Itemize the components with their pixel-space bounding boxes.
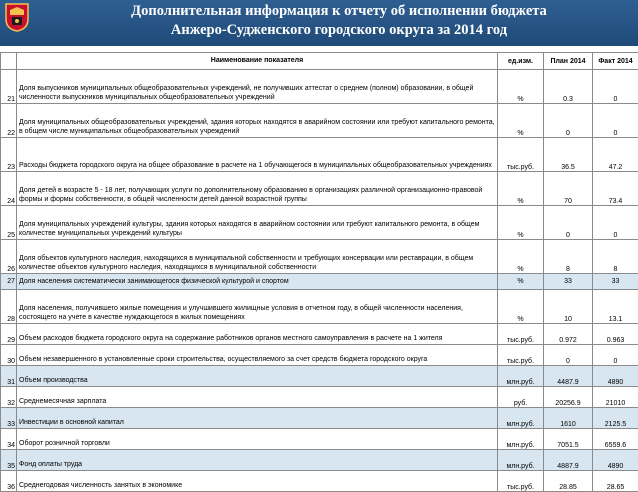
- row-num: 21: [1, 70, 17, 104]
- header-fact: Факт 2014: [593, 53, 638, 70]
- row-plan: 0: [544, 206, 593, 240]
- row-num: 36: [1, 471, 17, 492]
- row-plan: 4487.9: [544, 366, 593, 387]
- row-unit: руб.: [498, 387, 544, 408]
- row-fact: 13.1: [593, 290, 638, 324]
- row-name: Фонд оплаты труда: [17, 450, 498, 471]
- row-fact: 33: [593, 274, 638, 290]
- row-name: Доля муниципальных общеобразовательных учреждений, здания которых находятся в аварийном состоянии или требуют капитального ремонта, в общем числе муниципальных общеобразовательных учреждений: [17, 104, 498, 138]
- row-fact: 28.65: [593, 471, 638, 492]
- header-plan: План 2014: [544, 53, 593, 70]
- row-num: 26: [1, 240, 17, 274]
- title-line-2: Анжеро-Судженского городского округа за 2014 год: [40, 21, 638, 40]
- table-row: [1, 206, 638, 240]
- table-row: [1, 290, 638, 324]
- row-fact: 0: [593, 206, 638, 240]
- row-plan: 0: [544, 104, 593, 138]
- row-fact: 21010: [593, 387, 638, 408]
- table-row: [1, 345, 638, 366]
- row-plan: 33: [544, 274, 593, 290]
- table-row: [1, 471, 638, 492]
- row-unit: %: [498, 172, 544, 206]
- row-plan: 4887.9: [544, 450, 593, 471]
- table-row: [1, 138, 638, 172]
- row-plan: 20256.9: [544, 387, 593, 408]
- row-name: Объем производства: [17, 366, 498, 387]
- row-plan: 1610: [544, 408, 593, 429]
- table-row: [1, 240, 638, 274]
- title-line-1: Дополнительная информация к отчету об исполнении бюджета: [40, 2, 638, 21]
- row-num: 35: [1, 450, 17, 471]
- table-row: [1, 274, 638, 290]
- row-num: 22: [1, 104, 17, 138]
- row-unit: млн.руб.: [498, 450, 544, 471]
- row-plan: 36.5: [544, 138, 593, 172]
- row-plan: 0.3: [544, 70, 593, 104]
- row-num: 24: [1, 172, 17, 206]
- row-plan: 28.85: [544, 471, 593, 492]
- row-fact: 0: [593, 345, 638, 366]
- row-name: Оборот розничной торговли: [17, 429, 498, 450]
- row-num: 23: [1, 138, 17, 172]
- slide-header: [0, 0, 638, 46]
- row-unit: тыс.руб.: [498, 138, 544, 172]
- row-name: Доля выпускников муниципальных общеобразовательных учреждений, не получивших аттестат о среднем (полном) образовании, в общей численности выпускников муниципальных общеобразовательных учреждений: [17, 70, 498, 104]
- row-plan: 10: [544, 290, 593, 324]
- row-unit: тыс.руб.: [498, 471, 544, 492]
- row-fact: 47.2: [593, 138, 638, 172]
- row-name: Расходы бюджета городского округа на общее образование в расчете на 1 обучающегося в муниципальных общеобразовательных учреждениях: [17, 138, 498, 172]
- row-name: Объем незавершенного в установленные сроки строительства, осуществляемого за счет средств бюджета городского округа: [17, 345, 498, 366]
- row-name: Доля объектов культурного наследия, находящихся в муниципальной собственности и требующих консервации или реставрации, в общем количестве объектов культурного наследия, находящихся в муниципальной собственности: [17, 240, 498, 274]
- row-fact: 73.4: [593, 172, 638, 206]
- table-row: [1, 172, 638, 206]
- row-num: 30: [1, 345, 17, 366]
- row-num: 31: [1, 366, 17, 387]
- header-unit: ед.изм.: [498, 53, 544, 70]
- row-plan: 0.972: [544, 324, 593, 345]
- row-fact: 4890: [593, 366, 638, 387]
- header-name: Наименование показателя: [17, 53, 498, 70]
- table-row: [1, 324, 638, 345]
- row-unit: %: [498, 240, 544, 274]
- table-header-row: [1, 53, 638, 70]
- row-fact: 8: [593, 240, 638, 274]
- row-fact: 0: [593, 104, 638, 138]
- row-fact: 2125.5: [593, 408, 638, 429]
- row-num: 28: [1, 290, 17, 324]
- row-plan: 7051.5: [544, 429, 593, 450]
- row-name: Доля населения, получившего жилые помещения и улучшившего жилищные условия в отчетном году, в общей численности населения, состоящего на учете в качестве нуждающегося в жилых помещениях: [17, 290, 498, 324]
- row-unit: %: [498, 206, 544, 240]
- table-row: [1, 450, 638, 471]
- row-name: Доля муниципальных учреждений культуры, здания которых находятся в аварийном состоянии или требуют капитального ремонта, в общем количестве муниципальных учреждений культуры: [17, 206, 498, 240]
- row-unit: тыс.руб.: [498, 345, 544, 366]
- table-row: [1, 408, 638, 429]
- row-name: Среднегодовая численность занятых в экономике: [17, 471, 498, 492]
- row-unit: млн.руб.: [498, 429, 544, 450]
- row-unit: %: [498, 70, 544, 104]
- row-fact: 4890: [593, 450, 638, 471]
- row-unit: %: [498, 274, 544, 290]
- row-num: 32: [1, 387, 17, 408]
- row-unit: млн.руб.: [498, 366, 544, 387]
- row-plan: 8: [544, 240, 593, 274]
- row-name: Объем расходов бюджета городского округа на содержание работников органов местного самоуправления в расчете на 1 жителя: [17, 324, 498, 345]
- row-name: Доля детей в возрасте 5 - 18 лет, получающих услуги по дополнительному образованию в организациях различной организационно-правовой формы и формы собственности, в общей численности детей данной возрастной группы: [17, 172, 498, 206]
- row-num: 25: [1, 206, 17, 240]
- row-fact: 0.963: [593, 324, 638, 345]
- coat-of-arms-icon: [4, 2, 30, 32]
- row-unit: тыс.руб.: [498, 324, 544, 345]
- table-row: [1, 104, 638, 138]
- row-plan: 0: [544, 345, 593, 366]
- row-num: 33: [1, 408, 17, 429]
- header-num: [1, 53, 17, 70]
- row-unit: %: [498, 104, 544, 138]
- table-row: [1, 387, 638, 408]
- table-row: [1, 366, 638, 387]
- row-fact: 0: [593, 70, 638, 104]
- row-num: 29: [1, 324, 17, 345]
- table-row: [1, 70, 638, 104]
- row-name: Инвестиции в основной капитал: [17, 408, 498, 429]
- row-num: 27: [1, 274, 17, 290]
- row-num: 34: [1, 429, 17, 450]
- row-name: Среднемесячная зарплата: [17, 387, 498, 408]
- row-unit: %: [498, 290, 544, 324]
- row-fact: 6559.6: [593, 429, 638, 450]
- indicators-table: [0, 52, 638, 492]
- row-name: Доля населения систематически занимающегося физической культурой и спортом: [17, 274, 498, 290]
- indicators-table-wrapper: [0, 52, 634, 492]
- table-row: [1, 429, 638, 450]
- row-plan: 70: [544, 172, 593, 206]
- row-unit: млн.руб.: [498, 408, 544, 429]
